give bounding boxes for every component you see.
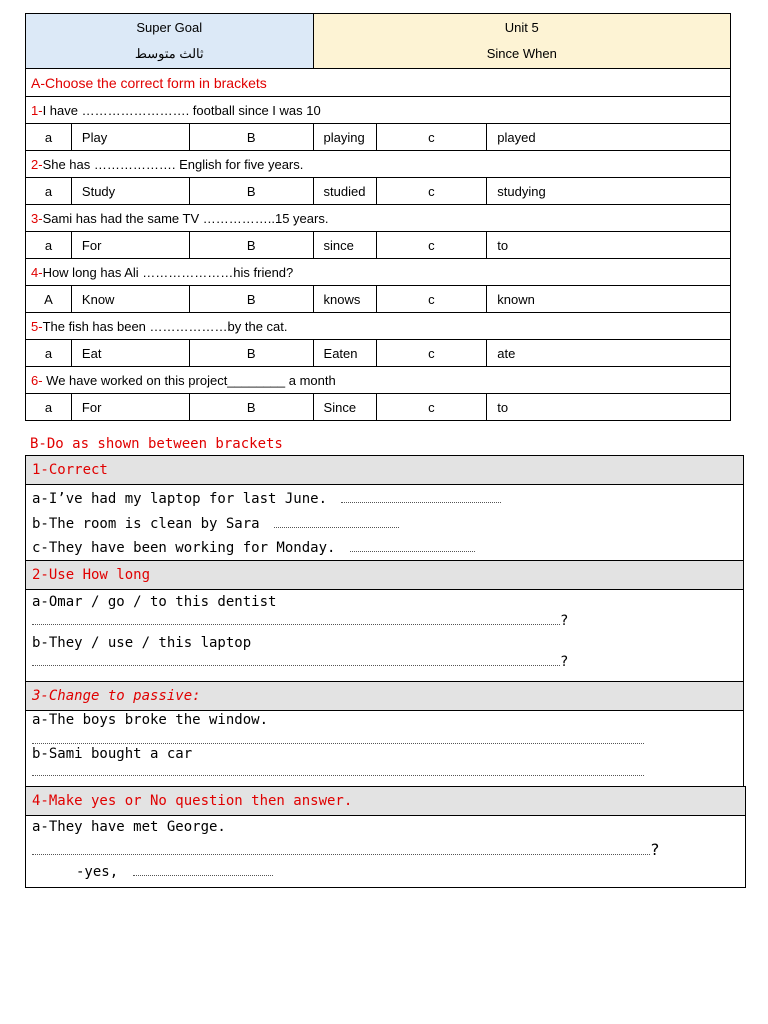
answer-blank[interactable] xyxy=(350,541,475,552)
question-row xyxy=(26,259,731,286)
options-row xyxy=(26,178,731,205)
option-text[interactable]: known xyxy=(487,286,731,313)
question-row xyxy=(26,97,731,124)
answer-blank[interactable] xyxy=(32,765,644,776)
question-number: 1- xyxy=(31,102,43,118)
option-text[interactable]: Study xyxy=(71,178,189,205)
option-text[interactable]: ate xyxy=(487,340,731,367)
option-letter[interactable]: c xyxy=(376,178,487,205)
group-title: 2-Use How long xyxy=(26,561,743,590)
option-text[interactable]: studied xyxy=(313,178,376,205)
group-passive xyxy=(25,681,744,787)
group-title: 1-Correct xyxy=(26,456,743,485)
exercise-text: b-They / use / this laptop xyxy=(32,635,252,651)
question-text: We have worked on this project________ a month xyxy=(42,372,336,388)
options-row xyxy=(26,394,731,421)
questions-body xyxy=(26,97,731,421)
group-how-long xyxy=(25,560,744,682)
question-row xyxy=(26,313,731,340)
option-text[interactable]: Play xyxy=(71,124,189,151)
question-number: 6- xyxy=(31,372,43,388)
option-letter[interactable]: B xyxy=(189,178,313,205)
question-mark: ? xyxy=(560,654,569,670)
option-text[interactable]: Since xyxy=(313,394,376,421)
answer-blank[interactable] xyxy=(32,655,560,666)
question-cell xyxy=(26,367,731,394)
exercise-text: b-The room is clean by Sara xyxy=(32,516,260,532)
option-text[interactable]: Eat xyxy=(71,340,189,367)
options-row xyxy=(26,340,731,367)
options-row xyxy=(26,286,731,313)
question-cell xyxy=(26,205,731,232)
header-row xyxy=(26,14,731,69)
question-cell xyxy=(26,151,731,178)
option-text[interactable]: playing xyxy=(313,124,376,151)
section-a-title: A-Choose the correct form in brackets xyxy=(26,69,731,97)
question-number: 5- xyxy=(31,318,43,334)
options-row xyxy=(26,232,731,259)
group-title: 3-Change to passive: xyxy=(26,682,743,711)
question-mark: ? xyxy=(650,840,660,859)
question-text: How long has Ali …………………his friend? xyxy=(42,264,294,280)
question-mark: ? xyxy=(560,613,569,629)
option-letter[interactable]: B xyxy=(189,124,313,151)
exercise-text: a-They have met George. xyxy=(32,819,226,835)
answer-prefix: -yes, xyxy=(76,864,119,880)
exercise-text: c-They have been working for Monday. xyxy=(32,540,336,556)
option-letter[interactable]: B xyxy=(189,394,313,421)
option-text[interactable]: Eaten xyxy=(313,340,376,367)
option-text[interactable]: played xyxy=(487,124,731,151)
group-yes-no xyxy=(25,786,746,888)
option-text[interactable]: to xyxy=(487,232,731,259)
option-text[interactable]: For xyxy=(71,232,189,259)
question-row xyxy=(26,367,731,394)
section-b-title: B-Do as shown between brackets xyxy=(30,436,283,452)
option-letter[interactable]: a xyxy=(26,178,72,205)
question-text: She has ………………. English for five years. xyxy=(42,156,304,172)
option-letter[interactable]: c xyxy=(376,394,487,421)
option-letter[interactable]: c xyxy=(376,340,487,367)
unit-label: Unit 5 xyxy=(504,20,539,35)
option-letter[interactable]: a xyxy=(26,394,72,421)
option-text[interactable]: since xyxy=(313,232,376,259)
group-correct xyxy=(25,455,744,561)
option-text[interactable]: knows xyxy=(313,286,376,313)
exercise-line xyxy=(32,540,475,556)
exercise-line xyxy=(32,516,399,532)
option-text[interactable]: studying xyxy=(487,178,731,205)
question-cell xyxy=(26,97,731,124)
question-cell xyxy=(26,259,731,286)
exercise-text: b-Sami bought a car xyxy=(32,746,193,762)
option-letter[interactable]: c xyxy=(376,232,487,259)
exercise-text: a-I’ve had my laptop for last June. xyxy=(32,491,328,507)
option-text[interactable]: Know xyxy=(71,286,189,313)
answer-line xyxy=(32,654,568,670)
answer-blank[interactable] xyxy=(274,517,399,528)
question-text: The fish has been ………………by the cat. xyxy=(42,318,288,334)
header-left xyxy=(26,14,314,69)
question-number: 2- xyxy=(31,156,43,172)
question-number: 4- xyxy=(31,264,43,280)
answer-line xyxy=(32,764,644,780)
answer-blank[interactable] xyxy=(341,492,501,503)
section-a-title-row xyxy=(26,69,731,97)
exercise-line xyxy=(32,491,501,507)
group-title: 4-Make yes or No question then answer. xyxy=(26,787,745,816)
question-number: 3- xyxy=(31,210,43,226)
option-text[interactable]: For xyxy=(71,394,189,421)
question-row xyxy=(26,151,731,178)
option-letter[interactable]: c xyxy=(376,286,487,313)
option-text[interactable]: to xyxy=(487,394,731,421)
answer-line xyxy=(32,613,568,629)
exercise-text: a-The boys broke the window. xyxy=(32,712,269,728)
grade-label: ثالث متوسط xyxy=(134,46,204,61)
option-letter[interactable]: a xyxy=(26,232,72,259)
answer-line xyxy=(32,840,660,859)
option-letter[interactable]: c xyxy=(376,124,487,151)
question-row xyxy=(26,205,731,232)
answer-line xyxy=(76,864,273,880)
option-letter[interactable]: a xyxy=(26,340,72,367)
option-letter[interactable]: A xyxy=(26,286,72,313)
option-letter[interactable]: B xyxy=(189,232,313,259)
answer-blank[interactable] xyxy=(32,614,560,625)
question-cell xyxy=(26,313,731,340)
unit-title: Since When xyxy=(486,46,557,61)
option-letter[interactable]: a xyxy=(26,124,72,151)
header-right xyxy=(313,14,730,69)
question-text: I have ……………………. football since I was 10 xyxy=(42,102,321,118)
answer-blank[interactable] xyxy=(32,733,644,744)
course-name: Super Goal xyxy=(136,20,203,35)
option-letter[interactable]: B xyxy=(189,340,313,367)
answer-blank[interactable] xyxy=(32,844,650,855)
options-row xyxy=(26,124,731,151)
answer-blank[interactable] xyxy=(133,865,273,876)
exercise-text: a-Omar / go / to this dentist xyxy=(32,594,277,610)
question-text: Sami has had the same TV ……………..15 years. xyxy=(42,210,329,226)
option-letter[interactable]: B xyxy=(189,286,313,313)
worksheet-table xyxy=(25,13,731,421)
